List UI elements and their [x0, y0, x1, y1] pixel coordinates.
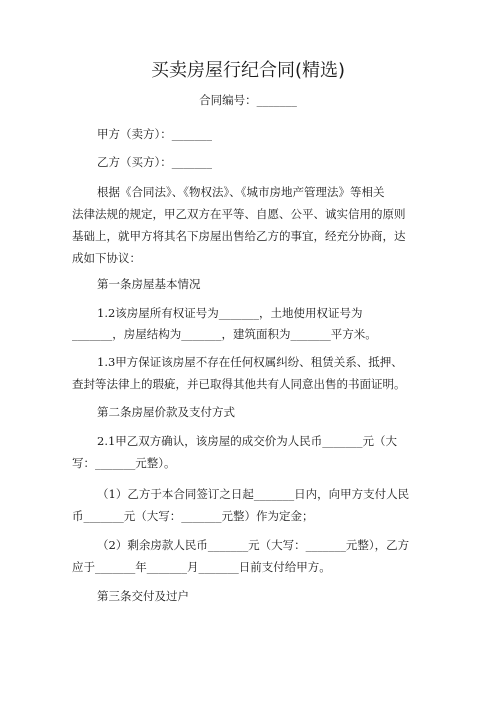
- item-1-line-2: 币_______元（大写：_______元整）作为定金；: [72, 509, 314, 523]
- party-b-line: 乙方（买方）：_______: [97, 155, 212, 169]
- preamble-line-3: 基础上，就甲方将其名下房屋出售给乙方的事宜，经充分协商，达: [72, 229, 406, 243]
- section-3-heading: 第三条交付及过户: [97, 589, 189, 603]
- clause-2-1-line-2: 写：_______元整）。: [72, 456, 176, 470]
- clause-1-3-line-2: 查封等法律上的瑕疵，并已取得其他共有人同意出售的书面证明。: [72, 377, 406, 391]
- item-2-line-1: （2）剩余房款人民币_______元（大写：_______元整），乙方: [97, 538, 410, 552]
- item-1-line-1: （1）乙方于本合同签订之日起_______日内，向甲方支付人民: [97, 487, 410, 501]
- clause-2-1-line-1: 2.1甲乙双方确认，该房屋的成交价为人民币_______元（大: [97, 434, 398, 448]
- preamble-line-1: 根据《合同法》、《物权法》、《城市房地产管理法》等相关: [97, 185, 385, 199]
- item-2-line-2: 应于_______年_______月_______日前支付给甲方。: [72, 560, 331, 574]
- section-2-heading: 第二条房屋价款及支付方式: [97, 405, 235, 419]
- document-title: 买卖房屋行纪合同(精选): [150, 60, 346, 81]
- clause-1-2-line-1: 1.2该房屋所有权证号为_______，土地使用权证号为: [97, 306, 363, 320]
- preamble-line-4: 成如下协议：: [72, 251, 141, 265]
- party-a-line: 甲方（卖方）：_______: [97, 127, 212, 141]
- section-1-heading: 第一条房屋基本情况: [97, 277, 201, 291]
- preamble-line-2: 法律法规的规定，甲乙双方在平等、自愿、公平、诚实信用的原则: [72, 207, 406, 221]
- clause-1-3-line-1: 1.3甲方保证该房屋不存在任何权属纠纷、租赁关系、抵押、: [97, 355, 403, 369]
- contract-number: 合同编号：_______: [199, 93, 297, 107]
- clause-1-2-line-2: _______，房屋结构为_______，建筑面积为_______平方米。: [72, 327, 377, 341]
